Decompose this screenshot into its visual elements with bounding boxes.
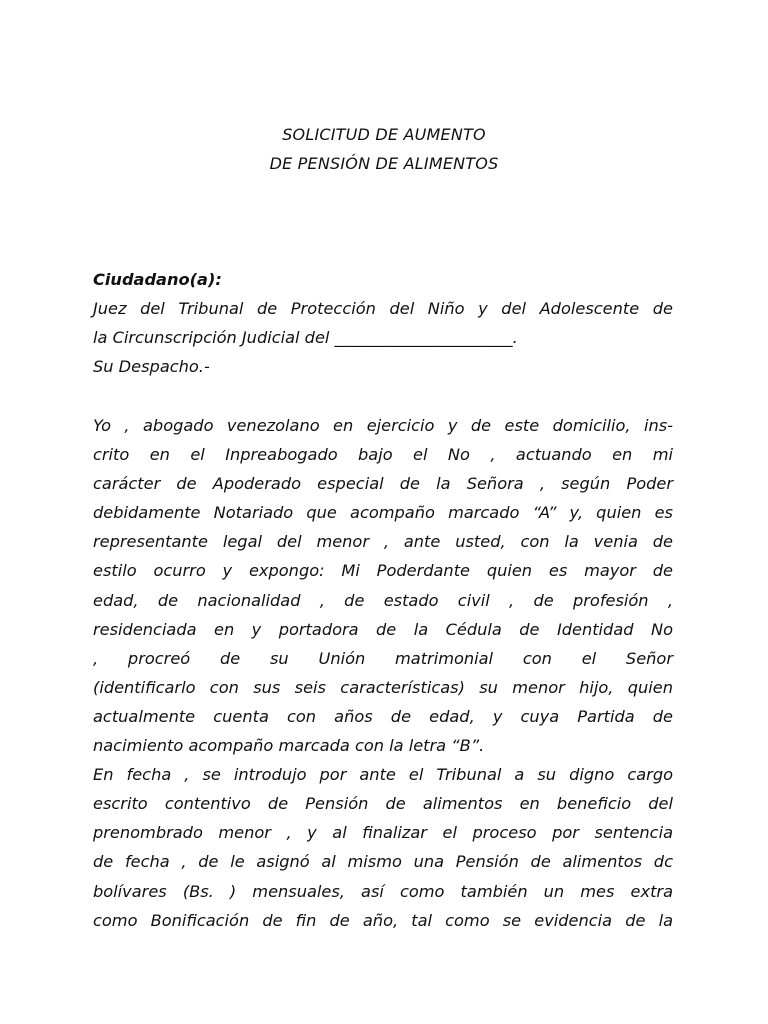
addressee-closing: Su Despacho.- <box>93 357 210 377</box>
document-title-line-2: DE PENSIÓN DE ALIMENTOS <box>269 154 499 173</box>
document-title-line-1: SOLICITUD DE AUMENTO <box>282 125 486 144</box>
addressee-block <box>93 265 673 381</box>
addressee-line: Juez del Tribunal de Protección del Niño y del Adolescente de <box>93 299 673 319</box>
addressee-line: la Circunscripción Judicial del ______________________. <box>93 328 518 348</box>
body-paragraph <box>93 411 673 935</box>
body-line: representante legal del menor , ante usted, con la venia de <box>93 532 673 552</box>
body-line: nacimiento acompaño marcada con la letra “B”. <box>93 736 485 756</box>
body-line: , procreó de su Unión matrimonial con el Señor <box>93 648 673 668</box>
body-line: actualmente cuenta con años de edad, y cuya Partida de <box>93 706 673 726</box>
body-line: edad, de nacionalidad , de estado civil , de profesión , <box>93 590 673 610</box>
body-line: bolívares (Bs. ) mensuales, así como también un mes extra <box>93 881 673 901</box>
body-line: crito en el Inpreabogado bajo el No , actuando en mi <box>93 445 673 465</box>
body-line: estilo ocurro y expongo: Mi Poderdante quien es mayor de <box>93 561 673 581</box>
body-line: como Bonificación de fin de año, tal como se evidencia de la <box>93 910 673 930</box>
body-line: debidamente Notariado que acompaño marcado “A” y, quien es <box>93 503 673 523</box>
body-line: Yo , abogado venezolano en ejercicio y de este domicilio, ins- <box>93 416 673 435</box>
greeting: Ciudadano(a): <box>93 270 222 289</box>
body-line: residenciada en y portadora de la Cédula de Identidad No <box>93 619 673 639</box>
body-line: carácter de Apoderado especial de la Señora , según Poder <box>93 474 673 494</box>
body-line: (identificarlo con sus seis características) su menor hijo, quien <box>93 677 673 697</box>
body-line: escrito contentivo de Pensión de alimentos en beneficio del <box>93 794 673 814</box>
body-line: de fecha , de le asignó al mismo una Pensión de alimentos dc <box>93 852 673 872</box>
body-line: En fecha , se introdujo por ante el Tribunal a su digno cargo <box>93 765 673 785</box>
body-line: prenombrado menor , y al finalizar el proceso por sentencia <box>93 823 673 843</box>
